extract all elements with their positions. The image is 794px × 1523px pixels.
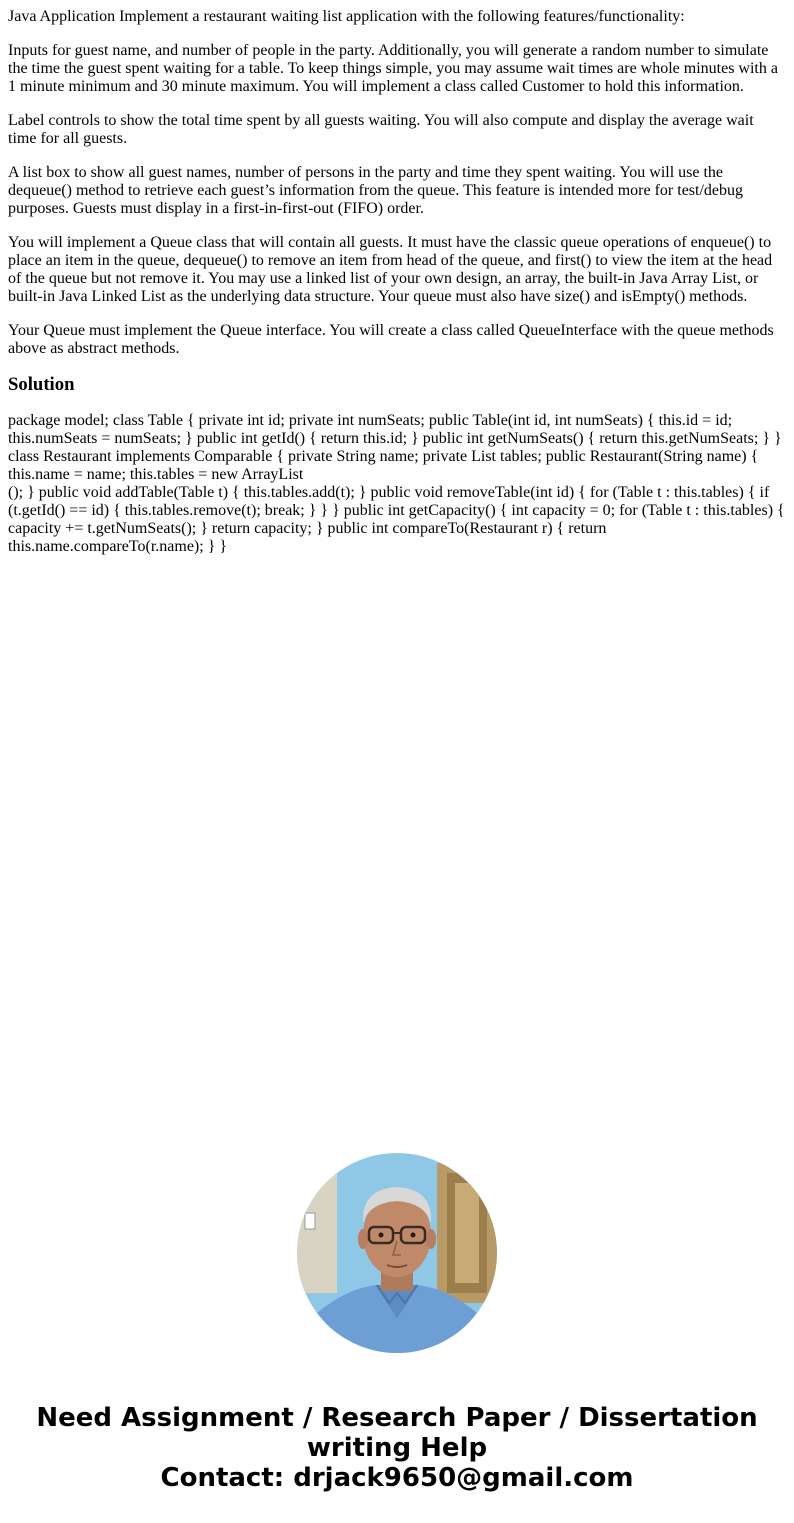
promo-contact: Contact: drjack9650@gmail.com [160,1463,634,1493]
promo-line-1: Need Assignment / Research Paper / Dissertation [36,1403,758,1433]
question-paragraph-listbox: A list box to show all guest names, number of persons in the party and time they spent waiting. You will use the dequeue() method to retrieve each guest’s information from the queue. This feature is intended more for test/debug purposes. Guests must display in a first-in-first-out (FIFO) order. [8,164,744,217]
solution-heading: Solution [8,374,75,395]
question-paragraph-labels: Label controls to show the total time spent by all guests waiting. You will also compute and display the average wait time for all guests. [8,112,754,147]
promo-banner [0,1403,794,1493]
solution-code-part2: (); } public void addTable(Table t) { this.tables.add(t); } public void removeTable(int id) { for (Table t : this.tables) { if (t.getId() == id) { this.tables.remove(t); break; } } } public int getCapacity() { int capacity = 0; for (Table t : this.tables) { capacity += t.getNumSeats(); } return capacity; } public int compareTo(Restaurant r) { return this.name.compareTo(r.name); } } [8,484,785,555]
author-portrait-image [297,1153,497,1353]
solution-code [8,412,786,556]
question-paragraph-inputs: Inputs for guest name, and number of people in the party. Additionally, you will generate a random number to simulate the time the guest spent waiting for a table. To keep things simple, you may assume wait times are whole minutes with a 1 minute minimum and 30 minute maximum. You will implement a class called Customer to hold this information. [8,42,778,95]
promo-line-2: writing Help [306,1433,488,1463]
solution-code-part1: package model; class Table { private int id; private int numSeats; public Table(int id, int numSeats) { this.id = id; this.numSeats = numSeats; } public int getId() { return this.id; } public int getNumSeats() { return this.getNumSeats; } } class Restaurant implements Comparable { private String name; private List tables; public Restaurant(String name) { this.name = name; this.tables = new ArrayList [8,412,782,483]
question-paragraph-interface: Your Queue must implement the Queue interface. You will create a class called QueueInterface with the queue methods above as abstract methods. [8,322,774,357]
author-avatar [297,1153,497,1353]
question-intro: Java Application Implement a restaurant waiting list application with the following features/functionality: [8,8,685,25]
document-content [8,8,786,556]
question-paragraph-queue: You will implement a Queue class that will contain all guests. It must have the classic queue operations of enqueue() to place an item in the queue, dequeue() to remove an item from head of the queue, and first() to view the item at the head of the queue but not remove it. You may use a linked list of your own design, an array, the built-in Java Array List, or built-in Java Linked List as the underlying data structure. Your queue must also have size() and isEmpty() methods. [8,234,773,305]
